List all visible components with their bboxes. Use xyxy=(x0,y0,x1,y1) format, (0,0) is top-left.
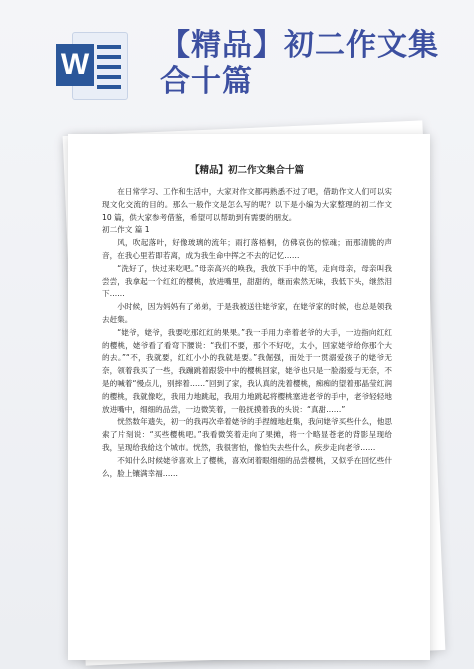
body-paragraph: “姥爷，姥爷，我要吃那红红的果果。”我一手用力牵着老爷的大手，一边指向红红的樱桃，姥爷看了看弯下腰说：“我们不要，那个不好吃，太小，回家姥爷给你那个大的去。”“不，我就要，红红小小的我就是要。”我倔强，而处于一贯溺爱孩子的姥爷无奈，领着我买了一些，我蹦跳着跟袋中中的樱桃回家，姥爷也只是一脸溺爱与无奈，不是的喊着“慢点儿，别摔着……”回到了家，我认真的洗着樱桃，痴痴的望着那晶莹红润的樱桃，我就像吃，我用力地跳起，我用力地跳起将樱桃塞进老爷的手中，老爷轻轻地放进嘴中，细细的品尝，一边微笑着，一般抚摸着我的头说：“真甜……” xyxy=(102,327,392,414)
word-icon-letter: W xyxy=(56,44,94,86)
section-heading: 初二作文 篇 1 xyxy=(102,225,150,235)
intro-paragraph: 在日常学习、工作和生活中，大家对作文都再熟悉不过了吧，借助作文人们可以实现文化交流的目的。那么一般作文是怎么写的呢？以下是小编为大家整理的初二作文 10 篇，供大家参考借鉴，希望可以帮助到有需要的朋友。 xyxy=(102,187,392,222)
body-paragraph: 风，吹起落叶，好像玻璃的流年；雨打落梧桐，仿佛哀伤的惊魂；而那清脆的声音，在我心里若即若离，成为我生命中挥之不去的记忆…… xyxy=(102,238,392,260)
body-paragraph: 不知什么时候姥爷喜欢上了樱桃，喜欢闭着眼细细的品尝樱桃，又似乎在回忆些什么，脸上镶满幸福…… xyxy=(102,455,392,478)
body-paragraph: 恍然数年遗失，初一的我再次牵着姥爷的手捏缠地赶集，我问姥爷买些什么，他思索了片刻说：“买些樱桃吧。”我看微笑着走向了果摊，将一个略显苍老的背影呈现给我，呈现给我給这个城市。恍然，我很害怕，像怕失去些什么，疾步走向老爷…… xyxy=(102,417,392,452)
body-paragraph: 小时候，因为妈妈有了弟弟，于是我被送往姥爷家，在姥爷家的时候，也总是领我去赶集。 xyxy=(102,302,392,324)
document-title: 【精品】初二作文集合十篇 xyxy=(189,165,304,176)
hero-banner xyxy=(0,0,474,120)
word-icon xyxy=(56,32,126,102)
body-paragraph: “洗好了，快过来吃吧。”母亲高兴的唤我，我放下手中的笔，走向母亲，母亲叫我尝尝，我拿起一个红红的樱桃，放进嘴里，甜甜的，继而索然无味，我低下头，继然泪下…… xyxy=(102,263,392,299)
document-page xyxy=(68,134,430,660)
hero-title: 【精品】初二作文集合十篇 xyxy=(160,28,439,99)
